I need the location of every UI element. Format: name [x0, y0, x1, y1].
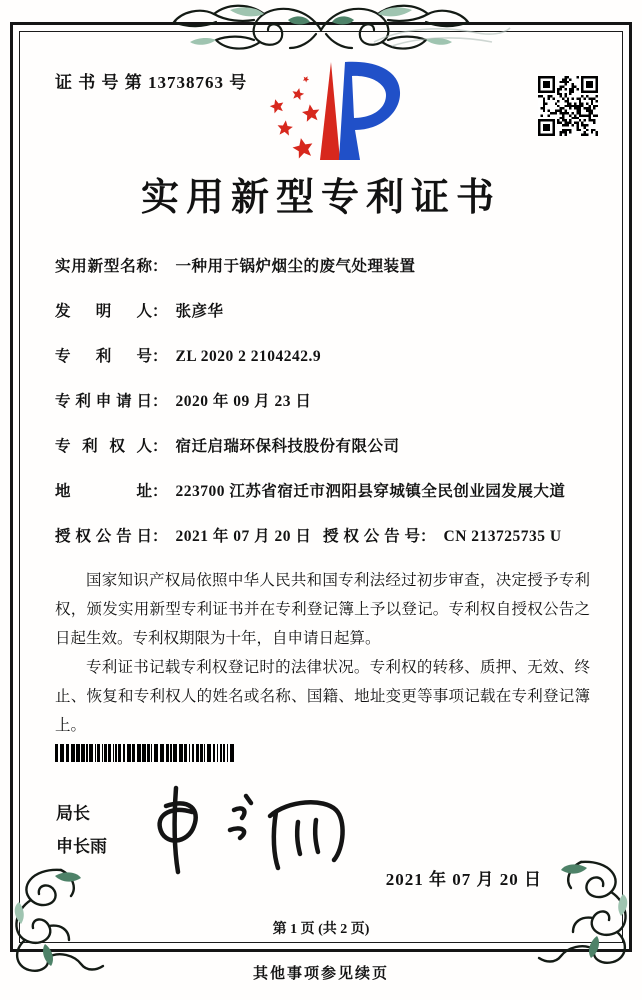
field-value: 223700 江苏省宿迁市泗阳县穿城镇全民创业园发展大道 [175, 483, 566, 500]
field-value: 2021 年 07 月 20 日 [175, 528, 312, 545]
legal-paragraph-grant: 国家知识产权局依照中华人民共和国专利法经过初步审查，决定授予专利权，颁发实用新型专利证书并在专利登记簿上予以登记。专利权自授权公告之日起生效。专利权期限为十年，自申请日起算。 [55, 572, 590, 647]
legal-paragraph-register: 专利证书记载专利权登记时的法律状况。专利权的转移、质押、无效、终止、恢复和专利权人的姓名或名称、国籍、地址变更等事项记载在专利登记簿上。 [55, 659, 590, 734]
field-label: 授权公告日 [55, 528, 152, 545]
certificate-title: 实用新型专利证书 [140, 177, 501, 219]
field-value: 张彦华 [175, 303, 224, 320]
field-address: 地址 ： 223700 江苏省宿迁市泗阳县穿城镇全民创业园发展大道 [55, 481, 594, 526]
field-grant-number: 授权公告号 ： CN 213725735 U [323, 526, 562, 548]
field-label: 实用新型名称 [55, 258, 152, 275]
certificate-number: 证 书 号 第 13738763 号 [55, 73, 248, 92]
qr-canvas [538, 76, 598, 136]
qr-code [538, 76, 598, 136]
field-value: CN 213725735 U [443, 528, 562, 545]
page-number: 第 1 页 (共 2 页) [272, 922, 370, 937]
field-label: 专利权人 [55, 438, 152, 455]
field-label: 发明人 [55, 303, 152, 320]
cnipa-logo-icon [243, 58, 418, 166]
field-label: 专利号 [55, 348, 152, 365]
grant-date-bottom: 2021 年 07 月 20 日 [385, 870, 542, 889]
signature-autograph-icon [138, 776, 368, 876]
field-patent-number: 专利号 ： ZL 2020 2 2104242.9 [55, 346, 594, 391]
field-list [55, 256, 594, 571]
commissioner-name: 申长雨 [56, 837, 107, 856]
field-value: 宿迁启瑞环保科技股份有限公司 [175, 438, 400, 455]
field-label: 专利申请日 [55, 393, 152, 410]
field-inventor: 发明人 ： 张彦华 [55, 301, 594, 346]
continuation-note: 其他事项参见续页 [252, 966, 389, 982]
legal-text [55, 566, 590, 740]
field-patentee: 专利权人 ： 宿迁启瑞环保科技股份有限公司 [55, 436, 594, 481]
field-value: ZL 2020 2 2104242.9 [175, 348, 322, 365]
field-value: 2020 年 09 月 23 日 [175, 393, 312, 410]
field-filing-date: 专利申请日 ： 2020 年 09 月 23 日 [55, 391, 594, 436]
field-label: 地址 [55, 483, 152, 500]
field-grant-date-and-number: 授权公告日 ： 2021 年 07 月 20 日 授权公告号 ： CN 213725735 U [55, 526, 594, 571]
barcode [55, 744, 239, 762]
border-swirl-faint-icon [372, 24, 512, 52]
commissioner-title: 局长 [56, 804, 90, 823]
field-utility-model-name: 实用新型名称 ： 一种用于锅炉烟尘的废气处理装置 [55, 256, 594, 301]
field-value: 一种用于锅炉烟尘的废气处理装置 [175, 258, 416, 275]
field-label: 授权公告号 [323, 528, 420, 545]
